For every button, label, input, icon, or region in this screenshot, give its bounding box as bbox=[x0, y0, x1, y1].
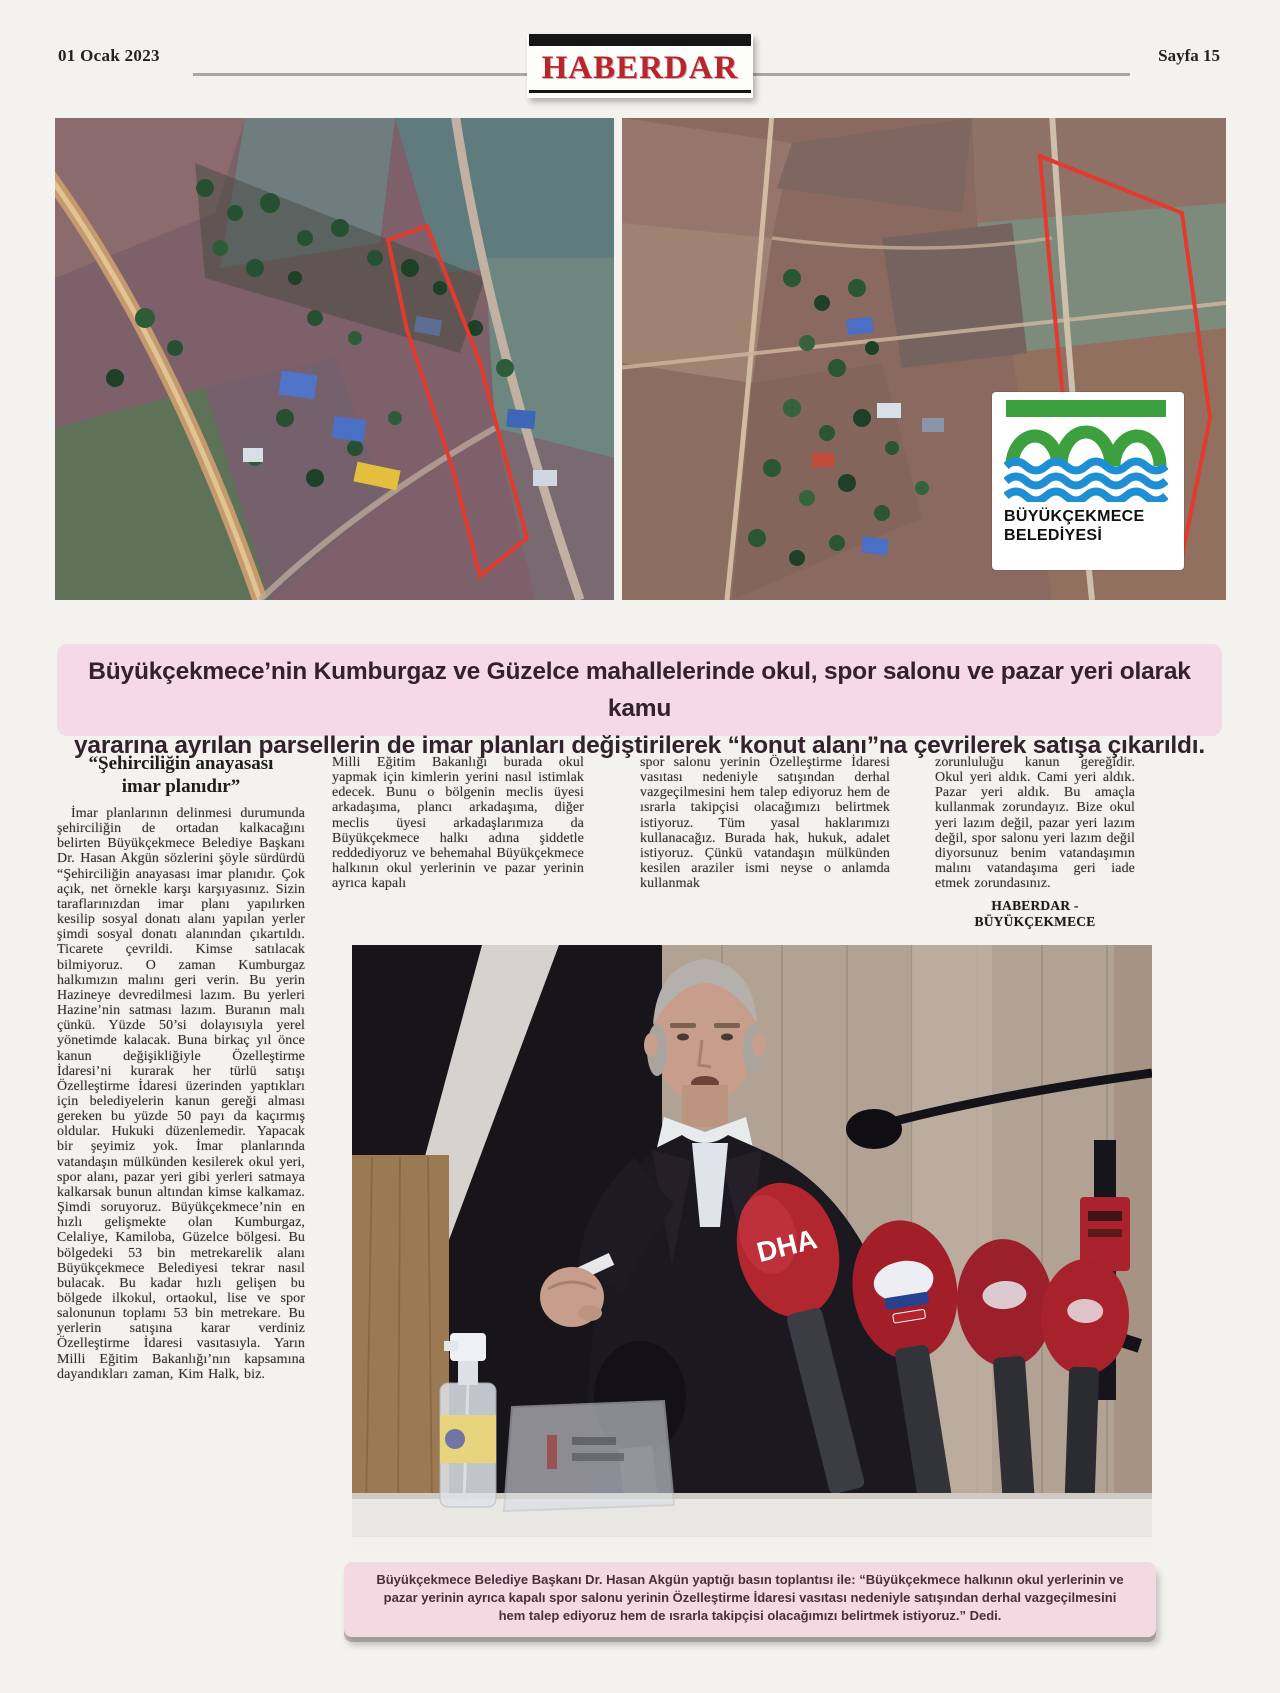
bridge-waves-icon bbox=[1004, 400, 1168, 502]
municipality-logo bbox=[992, 392, 1184, 570]
municipality-name-line2: BELEDİYESİ bbox=[1004, 527, 1103, 544]
masthead-top-bar bbox=[529, 34, 751, 46]
municipality-name-line1: BÜYÜKÇEKMECE bbox=[1004, 508, 1145, 525]
article-column-4: zorunluluğu kanun gereğidir. Okul yeri aldık. Cami yeri aldık. Pazar yeri aldık. Bu amaçla kullanmak zorundayız. Bize okul yeri lazım değil, pazar yeri lazım değil, spor salonu yeri lazım değil diyorsunuz benim vatandaşımın malını vatandaşıma geri iade etmek zorundasınız. bbox=[935, 755, 1135, 892]
press-photo-art bbox=[352, 945, 1152, 1557]
article-byline: HABERDAR - BÜYÜKÇEKMECE bbox=[974, 898, 1096, 929]
article-subhead bbox=[57, 752, 305, 798]
press-conference-photo bbox=[352, 945, 1152, 1557]
page-number: Sayfa 15 bbox=[1158, 46, 1220, 65]
masthead-title: HABERDAR bbox=[541, 50, 739, 86]
subhead-line2: imar planıdır” bbox=[121, 776, 241, 797]
masthead-logo bbox=[527, 34, 753, 98]
article-column-2: Milli Eğitim Bakanlığı burada okul yapmak için kimlerin yerini nasıl istimlak edecek. Bunu o bölgenin meclis üyesi arkadaşıma, plancı arkadaşıma, diğer meclis üyesi arkadaşlarımıza da Büyükçekmece halkı adına şiddetle reddediyoruz ve behemahal Büyükçekmece halkının okul yerlerinin ve pazar yerinin ayrıca kapalı bbox=[332, 755, 584, 892]
name-plate bbox=[504, 1401, 674, 1511]
photo-caption: Büyükçekmece Belediye Başkanı Dr. Hasan Akgün yaptığı basın toplantısı ile: “Büyükçekmece halkının okul yerlerinin ve pazar yerinin ayrıca kapalı spor salonu yerinin Özelleştirme İdaresi vasıtası nedeniyle satışından derhal vazgeçilmesini hem talep ediyoruz hem de ısrarla takipçisi olacağımızı belirtmek istiyoruz.” Dedi. bbox=[344, 1562, 1156, 1637]
aerial-photo-left-art bbox=[55, 118, 614, 600]
masthead-underline bbox=[529, 90, 751, 93]
article-column-3: spor salonu yerinin Özelleştirme İdaresi vasıtası nedeniyle satışından derhal vazgeçilmesini hem talep ediyoruz hem de ısrarla takipçisi olacağımızı belirtmek istiyoruz. Tüm yasal haklarımızı kullanacağız. Burada hak, hukuk, adalet istiyoruz. Çünkü vatandaşın mülkünden kesilen araziler ismi neyse o anlamda kullanmak bbox=[640, 755, 890, 892]
mic-label-dha: DHA bbox=[753, 1223, 821, 1269]
article-column-1: İmar planlarının delinmesi durumunda şehirciliğin de ortadan kalkacağını belirten Büyükçekmece Belediye Başkanı Dr. Hasan Akgün sözlerini şöyle sürdürdü “Şehirciliğin anayasası imar planıdır. Çok açık, net örnekle karşı karşıyasınız. Sizin taraflarınızdan imar planı yapılırken kesilip sosyal donatı alanı yapılan yerler şimdi sosyal donatı alanından çıkartıldı. Ticarete çevrildi. Kimse satılacak bilmiyoruz. O zaman Kumburgaz halkımızın malını geri verin. Bu yerin Hazineye devredilmesi lazım. Bu yerleri Hazine’nin satması lazım. Buranın malı çünkü. Yüzde 50’si dolayısıyla yerel yönetimde kalacak. Buna birkaç yıl önce kanun değişikliğiyle Özelleştirme İdaresi’ni kurarak her türlü satışı Özelleştirme İdaresi üzerinden yaptıkları için belediyelerin kanun gereği alması gereken bu yüzde 50 payı da kaçırmış oldular. Hukuki düzenlemedir. Yapacak bir şeyimiz yok. İmar planlarında vatandaşın mülkünden kesilerek okul yeri, spor alanı, pazar yeri gibi yerleri satmaya kalkarsak bunun altından kimse kalkamaz. Şimdi soruyoruz. Büyükçekmece’nin en hızlı gelişmekte olan Kumburgaz, Celaliye, Kamiloba, Güzelce bölgesi. Bu bölgedeki 53 bin metrekarelik alanı Büyükçekmece Belediyesi tekrar nasıl bulacak. Bu kadar hızlı gelişen bu bölgede ilkokul, ortaokul, lise ve spor salonunun toplamı 53 bin metrekare. Bu yerlerin satışına karar verdiniz Özelleştirme İdaresi vasıtasıyla. Yarın Milli Eğitim Bakanlığı’nın kapsamına dayandıkları zaman, Kim Halk, biz. bbox=[57, 806, 305, 1382]
wood-panel bbox=[352, 1155, 449, 1515]
headline-line2: yararına ayrılan parsellerin de imar planları değiştirilerek “konut alanı”na çevrilerek satışa çıkarıldı. bbox=[73, 732, 1206, 759]
subhead-line1: “Şehirciliğin anayasası bbox=[88, 753, 274, 774]
issue-date: 01 Ocak 2023 bbox=[58, 46, 160, 65]
headline-line1: Büyükçekmece’nin Kumburgaz ve Güzelce mahallelerinde okul, spor salonu ve pazar yeri olarak kamu bbox=[88, 658, 1191, 722]
headline bbox=[57, 644, 1222, 759]
aerial-photo-left bbox=[55, 118, 614, 600]
